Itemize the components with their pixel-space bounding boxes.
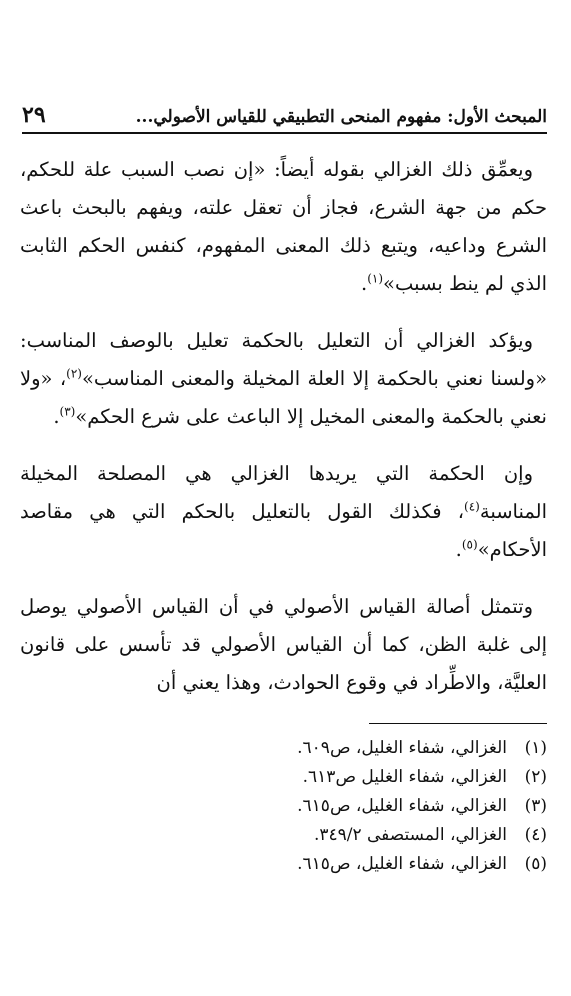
- running-title: المبحث الأول: مفهوم المنحى التطبيقي للقياس الأصولي...: [135, 107, 547, 127]
- paragraph-3-text-a: وإن الحكمة التي يريدها الغزالي هي المصلحة المخيلة المناسبة: [20, 462, 547, 523]
- footnote-number: (١): [524, 738, 547, 758]
- footnote-text: الغزالي، شفاء الغليل، ص٦١٥.: [297, 854, 507, 874]
- paragraph-1-end: .: [360, 272, 368, 295]
- footnote-5: [22, 850, 547, 879]
- footnote-number: (٢): [524, 767, 547, 787]
- footnote-text: الغزالي، شفاء الغليل، ص٦١٥.: [297, 796, 507, 816]
- footnote-ref-3: (٣): [59, 404, 76, 419]
- footnote-number: (٣): [524, 796, 547, 816]
- paragraph-1: [20, 151, 547, 303]
- footnote-text: الغزالي، شفاء الغليل، ص٦٠٩.: [297, 738, 507, 758]
- footnote-ref-1: (١): [367, 271, 384, 286]
- footnote-ref-2: (٢): [66, 366, 82, 381]
- page-header: [22, 104, 547, 134]
- paragraph-2-end: .: [53, 405, 60, 428]
- footnote-number: (٤): [524, 825, 547, 845]
- paragraph-1-text: ويعمِّق ذلك الغزالي بقوله أيضاً: «إن نصب السبب علة للحكم، حكم من جهة الشرع، فجاز أن تعقل علته، ويفهم بالبحث باعث الشرع وداعيه، ويتبع ذلك المعنى المفهوم، كنفس الحكم الثابت الذي لم ينط بسبب»: [20, 158, 547, 295]
- footnote-1: [22, 734, 547, 763]
- footnote-text: الغزالي، شفاء الغليل ص٦١٣.: [302, 767, 507, 787]
- paragraph-4: وتتمثل أصالة القياس الأصولي في أن القياس الأصولي يوصل إلى غلبة الظن، كما أن القياس الأصولي قد تأسس على قانون العليَّة، والاطِّراد في وقوع الحوادث، وهذا يعني أن: [20, 595, 547, 694]
- footnote-divider: [369, 723, 547, 724]
- footnote-4: [22, 821, 547, 850]
- page-number: ٢٩: [22, 102, 46, 128]
- paragraph-3-text-b: ، فكذلك القول بالتعليل بالحكم التي هي مقاصد الأحكام»: [20, 500, 547, 561]
- footnote-ref-4: (٤): [464, 499, 480, 514]
- footnote-2: [22, 763, 547, 792]
- paragraph-2-quote-1: «ولسنا نعني بالحكمة إلا العلة المخيلة والمعنى المناسب»: [81, 367, 547, 390]
- paragraph-2: [20, 322, 547, 436]
- footnote-ref-5: (٥): [461, 537, 478, 552]
- paragraph-2-intro: ويؤكد الغزالي أن التعليل بالحكمة تعليل بالوصف المناسب:: [20, 329, 533, 352]
- footnote-3: [22, 792, 547, 821]
- footnote-text: الغزالي، المستصفى ٣٤٩/٢.: [313, 825, 507, 845]
- paragraph-3: [20, 455, 547, 569]
- paragraph-3-end: .: [455, 538, 462, 561]
- main-text: [20, 151, 547, 702]
- footnote-number: (٥): [524, 854, 547, 874]
- paragraph-2-separator: ،: [59, 367, 67, 390]
- footnotes: [22, 734, 547, 879]
- paragraph-2-quote-2: «ولا نعني بالحكمة والمعنى المخيل إلا الباعث على شرع الحكم»: [20, 367, 547, 428]
